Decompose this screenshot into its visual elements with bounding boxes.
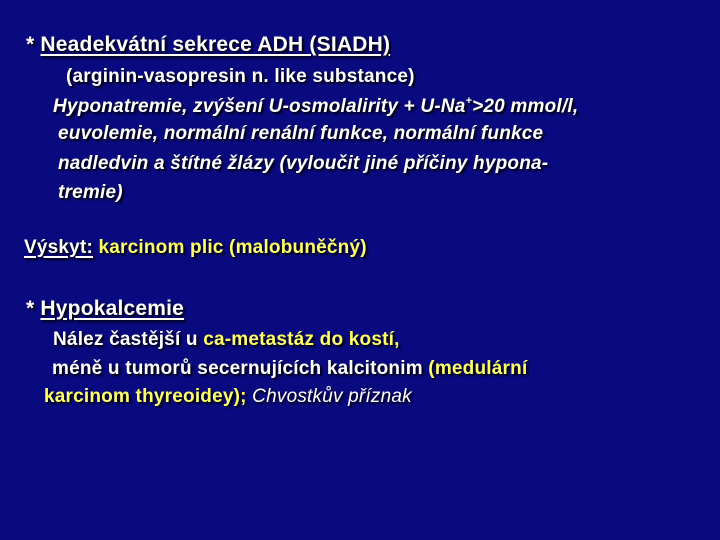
siadh-desc-line1	[53, 96, 578, 118]
hypocalcemia-line1-b: ca-metastáz do kostí,	[203, 329, 400, 350]
occurrence-line	[24, 237, 367, 259]
siadh-desc-line1-a: Hyponatremie, zvýšení U-osmolalirity + U-Na	[53, 96, 466, 117]
occurrence-label: Výskyt:	[24, 237, 93, 258]
hypocalcemia-line2-a: méně u tumorů secernujících kalcitonim	[52, 358, 429, 379]
siadh-subtitle: (arginin-vasopresin n. like substance)	[66, 66, 415, 87]
hypocalcemia-line3-b: Chvostkův příznak	[246, 386, 412, 407]
hypocalcemia-bullet: *	[26, 297, 41, 320]
hypocalcemia-line3	[44, 386, 412, 408]
siadh-desc-line3: nadledvin a štítné žlázy (vyloučit jiné příčiny hypona-	[58, 153, 549, 174]
hypocalcemia-line1	[53, 329, 400, 351]
siadh-bullet: *	[26, 33, 41, 56]
hypocalcemia-line1-a: Nález častější u	[53, 329, 204, 350]
hypocalcemia-line2-b: (medulární	[428, 358, 528, 379]
siadh-desc-line1-b: >20 mmol/l,	[472, 96, 579, 117]
hypocalcemia-line3-a: karcinom thyreoidey);	[44, 386, 247, 407]
siadh-heading	[26, 33, 390, 57]
siadh-desc-line4: tremie)	[58, 182, 123, 203]
hypocalcemia-line2	[52, 358, 527, 380]
siadh-desc-line1-sup: +	[465, 95, 473, 107]
hypocalcemia-heading	[26, 297, 184, 321]
siadh-title: Neadekvátní sekrece ADH (SIADH)	[40, 33, 391, 56]
hypocalcemia-title: Hypokalcemie	[40, 297, 185, 320]
siadh-desc-line2: euvolemie, normální renální funkce, normální funkce	[58, 123, 544, 144]
occurrence-value: karcinom plic (malobuněčný)	[98, 237, 367, 258]
